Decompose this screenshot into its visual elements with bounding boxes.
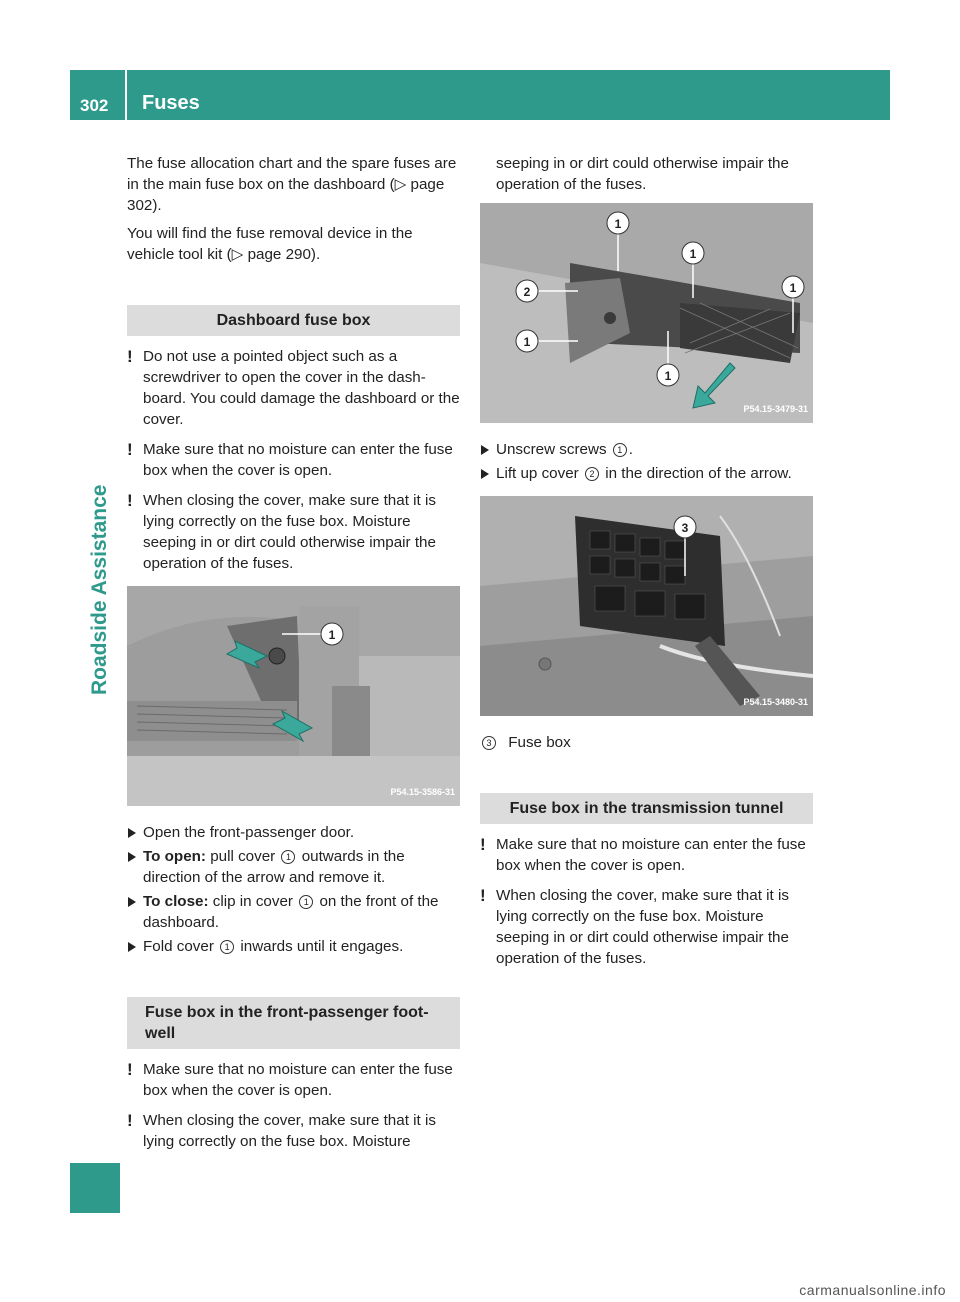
warning-icon: !	[480, 835, 486, 854]
step-arrow-icon	[128, 852, 136, 862]
step-arrow-icon	[481, 469, 489, 479]
step-arrow-icon	[128, 942, 136, 952]
footwell-photo	[480, 203, 813, 423]
warning-text: When closing the cover, make sure that it is lying correctly on the fuse box. Moisture seeping in or dirt could otherwise impair the operation of the fuses.	[496, 887, 789, 967]
warning-item	[127, 490, 460, 574]
instruction-step	[127, 822, 460, 843]
callout-ref-icon: 1	[613, 443, 627, 457]
figure-code: P54.15-3479-31	[743, 404, 808, 414]
step-label: To close:	[143, 893, 209, 910]
warning-text: Make sure that no moisture can enter the fuse box when the cover is open.	[143, 1061, 453, 1099]
figure-footwell-cover	[480, 203, 813, 423]
callout-ref-icon: 2	[585, 467, 599, 481]
warning-icon: !	[127, 1060, 133, 1079]
watermark: carmanualsonline.info	[799, 1282, 946, 1298]
callout-3: 3	[681, 521, 689, 535]
callout-ref-icon: 1	[220, 940, 234, 954]
legend-text: Fuse box	[508, 734, 571, 751]
warning-item	[480, 834, 813, 876]
callout-1: 1	[689, 247, 697, 261]
step-arrow-icon	[128, 897, 136, 907]
side-tab-label: Roadside Assistance	[88, 484, 111, 695]
callout-1: 1	[614, 217, 622, 231]
warning-text: Make sure that no moisture can enter the fuse box when the cover is open.	[496, 836, 806, 874]
chapter-title: Fuses	[142, 92, 200, 114]
callout-1: 1	[523, 335, 531, 349]
warning-icon: !	[127, 440, 133, 459]
callout-1: 1	[789, 281, 797, 295]
section-title-dashboard: Dashboard fuse box	[127, 305, 460, 336]
step-text: on the front of the dashboard.	[143, 893, 439, 931]
continued-warning-text: seeping in or dirt could otherwise impair the operation of the fuses.	[496, 155, 789, 193]
step-text: outwards in the direction of the arrow and remove it.	[143, 848, 405, 886]
step-arrow-icon	[481, 445, 489, 455]
section-title-footwell: Fuse box in the front-passenger footwell	[127, 997, 460, 1049]
warning-icon: !	[127, 1111, 133, 1130]
callout-ref-icon: 1	[281, 850, 295, 864]
instruction-step	[127, 891, 460, 933]
warning-text: When closing the cover, make sure that it is lying correctly on the fuse box. Moisture seeping in or dirt could otherwise impair the operation of the fuses.	[143, 492, 436, 572]
instruction-step	[480, 463, 813, 484]
intro-paragraph-1: The fuse allocation chart and the spare fuses are in the main fuse box on the dashboard (▷ page 302).	[127, 155, 457, 214]
warning-text: When closing the cover, make sure that it is lying correctly on the fuse box. Moisture	[143, 1112, 436, 1150]
figure-code: P54.15-3586-31	[390, 787, 455, 797]
figure-code: P54.15-3480-31	[743, 697, 808, 707]
side-tab-block	[70, 1163, 120, 1213]
figure-dashboard-cover	[127, 586, 460, 806]
step-text: Lift up cover	[496, 465, 579, 482]
left-column	[127, 153, 460, 1161]
warning-text: Make sure that no moisture can enter the fuse box when the cover is open.	[143, 441, 453, 479]
instruction-step	[480, 439, 813, 460]
dashboard-photo	[127, 586, 460, 806]
step-text: pull cover	[210, 848, 276, 865]
callout-1: 1	[328, 628, 336, 642]
page-number: 302	[80, 96, 109, 115]
step-text: Fold cover	[143, 938, 214, 955]
warning-item	[127, 1110, 460, 1152]
warning-item	[127, 1059, 460, 1101]
page-header	[70, 70, 890, 120]
step-text: in the direction of the arrow.	[605, 465, 792, 482]
right-column	[480, 153, 813, 978]
warning-icon: !	[480, 886, 486, 905]
callout-2: 2	[523, 285, 531, 299]
step-text: Unscrew screws	[496, 441, 607, 458]
warning-item	[480, 885, 813, 969]
warning-text: Do not use a pointed object such as a screwdriver to open the cover in the dashboard. You could damage the dashboard or the cover.	[143, 348, 460, 428]
warning-item	[127, 439, 460, 481]
section-title-tunnel: Fuse box in the transmission tunnel	[480, 793, 813, 824]
step-label: To open:	[143, 848, 206, 865]
warning-item	[127, 346, 460, 430]
step-text: Open the front-passenger door.	[143, 824, 355, 841]
callout-ref-icon: 1	[299, 895, 313, 909]
intro-paragraph-2: You will find the fuse removal device in the vehicle tool kit (▷ page 290).	[127, 225, 413, 263]
step-text: .	[628, 441, 634, 458]
step-text: clip in cover	[212, 893, 293, 910]
callout-ref-icon: 3	[482, 736, 496, 750]
warning-icon: !	[127, 491, 133, 510]
step-text: inwards until it engages.	[240, 938, 404, 955]
warning-icon: !	[127, 347, 133, 366]
fuse-box-photo	[480, 496, 813, 716]
instruction-step	[127, 846, 460, 888]
instruction-step	[127, 936, 460, 957]
header-divider	[125, 70, 127, 120]
legend-item	[480, 732, 813, 753]
figure-fuse-box	[480, 496, 813, 716]
callout-1: 1	[664, 369, 672, 383]
step-arrow-icon	[128, 828, 136, 838]
